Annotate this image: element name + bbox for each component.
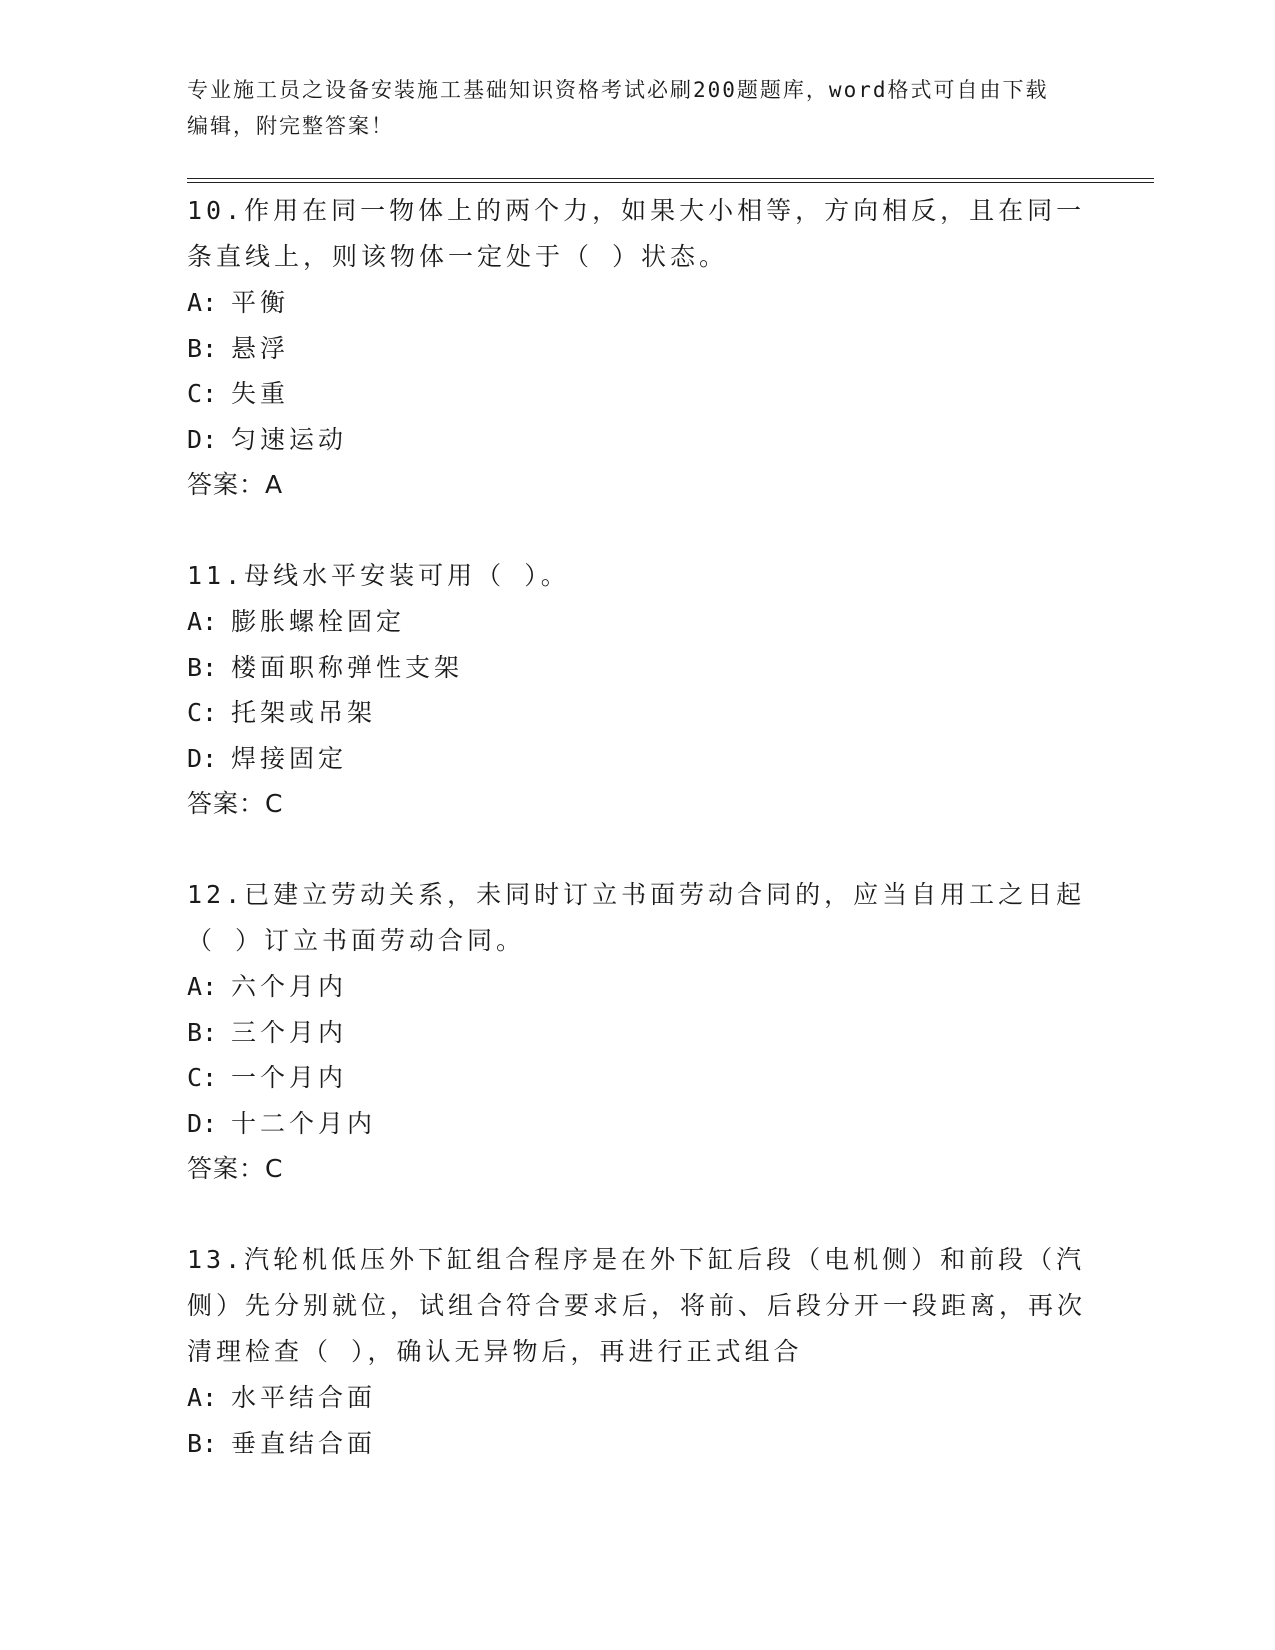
option-letter: B: (187, 1428, 218, 1458)
document-header (187, 72, 1067, 144)
question-13 (187, 1237, 1087, 1466)
option-letter: D: (187, 424, 218, 454)
question-list (187, 188, 1087, 1511)
option-text: 水平结合面 (231, 1383, 377, 1412)
option-text: 托架或吊架 (231, 698, 377, 727)
option-letter: C: (187, 1063, 218, 1092)
option-c (187, 1055, 1087, 1101)
option-letter: A: (187, 972, 218, 1001)
option-a (187, 1375, 1087, 1421)
option-text: 平衡 (231, 288, 290, 317)
option-text: 焊接固定 (231, 743, 348, 773)
option-b (187, 1421, 1087, 1467)
option-b (187, 1010, 1087, 1056)
option-d (187, 1101, 1087, 1147)
answer-line: 答案：C (187, 789, 284, 818)
header-divider-top (187, 178, 1154, 179)
option-text: 悬浮 (231, 333, 290, 363)
option-letter: D: (187, 743, 218, 773)
option-text: 十二个月内 (231, 1108, 377, 1138)
option-text: 垂直结合面 (231, 1428, 377, 1458)
option-a (187, 280, 1087, 326)
option-text: 楼面职称弹性支架 (231, 652, 464, 682)
option-letter: A: (187, 1383, 218, 1412)
option-text: 一个月内 (231, 1063, 348, 1092)
question-12 (187, 872, 1087, 1192)
option-b (187, 326, 1087, 372)
option-c (187, 371, 1087, 417)
option-text: 六个月内 (231, 972, 348, 1001)
answer-line: 答案：A (187, 470, 284, 499)
option-a (187, 599, 1087, 645)
option-text: 膨胀螺栓固定 (231, 607, 406, 636)
question-stem: 12.已建立劳动关系，未同时订立书面劳动合同的，应当自用工之日起（ ）订立书面劳动合同。 (187, 880, 1086, 955)
question-stem: 11.母线水平安装可用（ ）。 (187, 561, 570, 590)
option-text: 三个月内 (231, 1017, 348, 1047)
header-title: 专业施工员之设备安装施工基础知识资格考试必刷200题题库，word格式可自由下载编辑，附完整答案！ (187, 78, 1049, 138)
option-text: 匀速运动 (231, 424, 348, 454)
option-b (187, 645, 1087, 691)
header-divider-bottom (187, 182, 1154, 183)
question-10 (187, 188, 1087, 508)
question-stem: 13.汽轮机低压外下缸组合程序是在外下缸后段（电机侧）和前段（汽侧）先分别就位，试组合符合要求后，将前、后段分开一段距离，再次清理检查（ ），确认无异物后，再进行正式组合 (187, 1245, 1087, 1366)
option-d (187, 417, 1087, 463)
answer-line: 答案：C (187, 1154, 284, 1183)
option-d (187, 736, 1087, 782)
option-letter: B: (187, 1017, 218, 1047)
option-letter: A: (187, 607, 218, 636)
option-letter: D: (187, 1108, 218, 1138)
option-c (187, 690, 1087, 736)
option-letter: B: (187, 652, 218, 682)
question-stem: 10.作用在同一物体上的两个力，如果大小相等，方向相反，且在同一条直线上，则该物体一定处于（ ）状态。 (187, 196, 1086, 271)
option-a (187, 964, 1087, 1010)
option-letter: B: (187, 333, 218, 363)
option-letter: A: (187, 288, 218, 317)
option-letter: C: (187, 698, 218, 727)
option-text: 失重 (231, 379, 290, 408)
option-letter: C: (187, 379, 218, 408)
question-11 (187, 553, 1087, 827)
